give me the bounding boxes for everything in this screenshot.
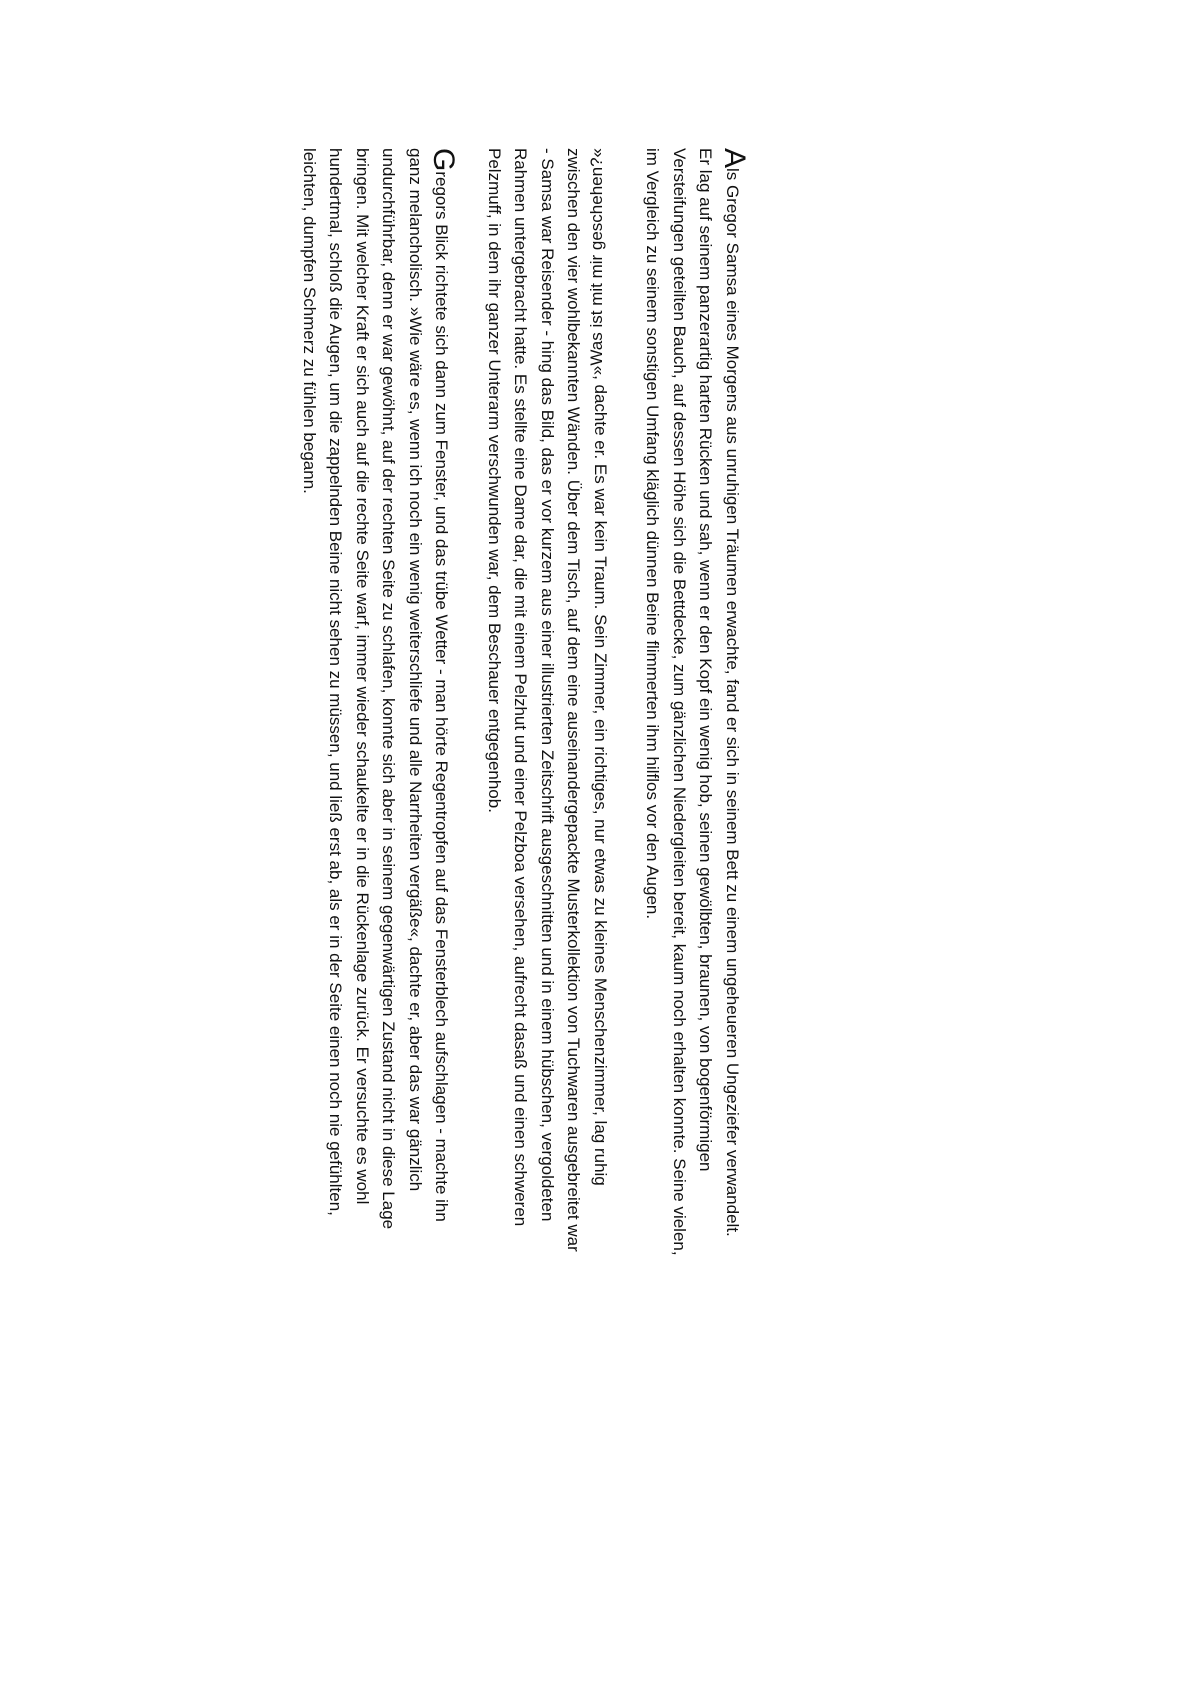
text-line: regors Blick richtete sich dann zum Fenster, und das trübe Wetter - man hörte Regentropfen auf das Fensterblech aufschlagen - machte ihn [432, 171, 452, 1222]
text-line: leichten, dumpfen Schmerz zu fühlen begann. [300, 148, 319, 494]
paragraph-2 [481, 148, 614, 1448]
text-line: ganz melancholisch. »Wie wäre es, wenn ich noch ein wenig weiterschliefe und alle Narrheiten vergäße«, dachte er, aber das war gänzlich [406, 148, 425, 1192]
paragraph-1 [639, 148, 751, 1448]
drop-cap: A [718, 148, 751, 169]
text-line: hundertmal, schloß die Augen, um die zappelnden Beine nicht sehen zu müssen, und ließ erst ab, als er in der Seite einen noch nie gefühlten, [326, 148, 346, 1216]
paragraph-3 [296, 148, 461, 1448]
text-line: Rahmen untergebracht hatte. Es stellte eine Dame dar, die mit einem Pelzhut und einer Pelzboa versehen, aufrecht dasaß und einen schweren [511, 148, 531, 1227]
text-line: bringen. Mit welcher Kraft er sich auch auf die rechte Seite warf, immer wieder schaukelte er in die Rückenlage zurück. Er versuchte es wohl [353, 148, 372, 1205]
text-line: im Vergleich zu seinem sonstigen Umfang kläglich dünnen Beine flimmerten ihm hilflos vor den Augen. [643, 148, 663, 920]
drop-cap: G [427, 148, 461, 172]
text-line: - Samsa war Reisender - hing das Bild, das er vor kurzem aus einer illustrierten Zeitschrift ausgeschnitten und in einem hübschen, vergoldeten [538, 148, 557, 1222]
text-line: Versteifungen geteilten Bauch, auf dessen Höhe sich die Bettdecke, zum gänzlichen Niedergleiten bereit, kaum noch erhalten konnte. Seine vielen, [670, 148, 689, 1256]
text-line: , dachte er. Es war kein Traum. Sein Zimmer, ein richtiges, nur etwas zu kleines Menschenzimmer, lag ruhig [591, 375, 610, 1186]
text-line: Er lag auf seinem panzerartig harten Rücken und sah, wenn er den Kopf ein wenig hob, seinen gewölbten, braunen, von bogenförmigen [696, 148, 716, 1172]
text-line: zwischen den vier wohlbekannten Wänden. Über dem Tisch, auf dem eine auseinandergepackte Musterkollektion von Tuchwaren ausgebreitet war [564, 148, 584, 1252]
text-line: ls Gregor Samsa eines Morgens aus unruhigen Träumen erwachte, fand er sich in seinem Bett zu einem ungeheueren Ungeziefer verwandelt. [723, 168, 742, 1237]
mirrored-quote: »Was ist mit mir geschehen?« [586, 148, 606, 376]
text-line: undurchführbar, denn er war gewöhnt, auf der rechten Seite zu schlafen, konnte sich aber in seinem gegenwärtigen Zustand nicht in diese Lage [379, 148, 399, 1230]
text-line: Pelzmuff, in dem ihr ganzer Unterarm verschwunden war, dem Beschauer entgegenhob. [485, 148, 504, 813]
rotated-text-column [270, 148, 751, 1448]
